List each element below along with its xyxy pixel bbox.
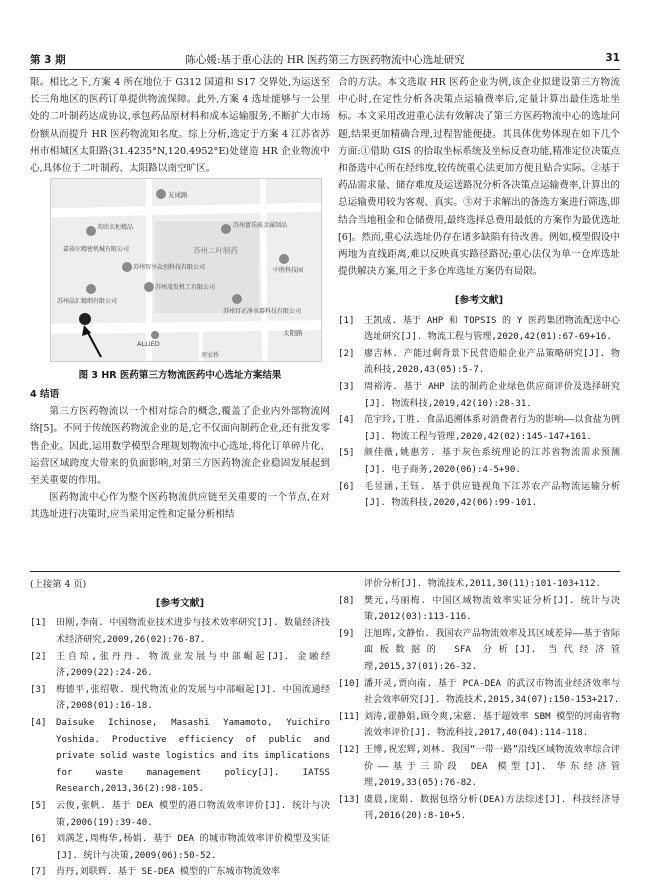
reference-number: [3] (30, 684, 47, 695)
map-label: 苏州晶汇精细有限公司 (57, 298, 118, 305)
left-column-bottom (30, 386, 330, 524)
reference-entry (338, 626, 620, 676)
reference-list (338, 593, 620, 825)
reference-entry (338, 412, 620, 445)
reference-number: [1] (30, 618, 47, 629)
poi-marker (232, 294, 242, 304)
reference-text: 颜佳薇,姚惠芳. 基于灰色系统理论的江苏省物流需求预测[J]. 电子商务,2020(06):4-5+90. (364, 448, 620, 475)
reference-number: [2] (338, 348, 355, 359)
reference-entry (30, 798, 330, 831)
continued-note: (上接第 4 页) (30, 579, 87, 590)
reference-number: [3] (338, 382, 355, 393)
left-column-top (30, 74, 330, 177)
reference-entry (338, 379, 620, 412)
reference-entry (30, 615, 330, 648)
poi-marker (279, 254, 289, 264)
reference-number: [5] (30, 800, 47, 811)
map-label: 苏州智享众创科技有限公司 (133, 264, 206, 271)
reference-number: [13] (338, 794, 360, 805)
poi-marker (151, 331, 159, 339)
map-label: 太阳路 (283, 329, 303, 337)
map-label: 英欣衣柜精品 (97, 224, 134, 231)
reference-text: 樊元,马丽梅. 中国区域物流效率实证分析[J]. 统计与决策,2012(03):113-116. (364, 595, 620, 623)
paragraph: 合的方法。本文选取 HR 医药企业为例,该企业拟建设第三方物流中心时,在定性分析各决策点运输费率后,定量计算出最佳选址坐标。本文采用改进重心法有效解决了第三方医药物流中心的选址问题,结果更加精确合理,过程智能便捷。其具体优势体现在如下几个方面:①借助 GIS 的拾取坐标系统及坐标反查功能,精准定位决策点和备选中心所在经纬度,较传统重心法更加方便且贴合实际。②基于药品需求量、储存难度及运送路况分析各决策点运输费率,计算出的总运输费用较为客观、真实。③对于求解出的备选方案进行筛选,即结合当地租金和仓储费用,最终选择总费用最低的方案作为最优选址[6]。然而,重心法选址仍存在诸多缺陷有待改善。例如,模型假设中两地为直线距离,难以反映真实路径路况;重心法仅为单一仓库选址提供解决方案,用之于多仓库选址方案仍有局限。 (338, 77, 620, 278)
reference-number: [11] (338, 711, 360, 722)
page-divider (30, 571, 620, 572)
reference-entry (338, 742, 620, 792)
selected-site-pin (79, 313, 91, 325)
reference-entry (338, 676, 620, 709)
issue-number: 第 3 期 (30, 54, 66, 66)
map-graphic (51, 179, 321, 361)
reference-number: [6] (30, 834, 47, 845)
reference-entry (338, 313, 620, 346)
map-label: 友成路 (168, 191, 188, 199)
reference-list (30, 615, 330, 881)
poi-marker (144, 282, 154, 292)
map-label: 中胜科技园 (273, 267, 304, 274)
bottom-left-column (30, 576, 330, 881)
figure-caption: 图 3 HR 医药第三方物流医药中心选址方案结果 (78, 370, 282, 381)
reference-number: [4] (30, 717, 47, 728)
reference-number: [10] (338, 678, 360, 689)
reference-number: [5] (338, 448, 355, 459)
reference-text: 刘涛,霍静娟,顾令爽,宋慈. 基于超效率 SBM 模型的河南省物流效率评价[J]. 物流科技,2017,40(04):114-118. (364, 711, 620, 739)
reference-number: [12] (338, 744, 360, 755)
reference-text: 汪旭晖,文静怡. 我国农产品物流效率及其区域差异——基于省际面板数据的 SFA 分析[J]. 当代经济管理,2015,37(01):26-32. (364, 628, 620, 672)
map-label: 嘉裕尔精密机械有限公司 (63, 246, 130, 253)
reference-entry (338, 593, 620, 626)
header-rule (30, 69, 620, 70)
reference-number: [1] (338, 315, 355, 326)
reference-number: [2] (30, 651, 47, 662)
bottom-right-column (338, 576, 620, 825)
references-heading: [参考文献] (454, 295, 504, 307)
reference-entry (30, 864, 330, 881)
reference-text: 刘满芝,周梅华,杨娟. 基于 DEA 的城市物流效率评价模型及实证[J]. 统计与决策,2009(06):50-52. (56, 834, 330, 861)
reference-number: [4] (338, 415, 355, 426)
reference-entry (338, 709, 620, 742)
reference-text: Daisuke Ichinose, Masashi Yamamoto, Yuichiro Yoshida. Productive efficiency of public and private solid waste logistics and its implications for waste management policy[J]. IATSS Research,2013,36(2):98-105. (56, 717, 330, 795)
reference-entry (338, 479, 620, 512)
reference-number: [9] (338, 628, 355, 639)
paragraph: 医药物流中心作为整个医药物流供应链至关重要的一个节点,在对其选址进行决策时,应当采用定性和定量分析相结 (30, 492, 330, 521)
reference-entry (30, 715, 330, 798)
running-header (30, 52, 620, 68)
section-heading: 4 结语 (30, 389, 60, 400)
reference-text: 云俊,张帆. 基于 DEA 模型的港口物流效率评价[J]. 统计与决策,2006(19):39-40. (56, 800, 330, 828)
reference-number: [6] (338, 481, 355, 492)
road (51, 325, 321, 329)
running-title: 陈心媛:基于重心法的 HR 医药第三方医药物流中心选址研究 (185, 54, 465, 66)
poi-marker (221, 224, 231, 234)
reference-text: 评价分析[J]. 物流技术,2011,30(11):101-103+112. (364, 579, 601, 589)
paragraph: 限。相比之下,方案 4 所在地位于 G312 国道和 S17 交界处,为运送至长三角地区的医药订单提供物流保障。此外,方案 4 选址能够与一公里处的二叶制药达成协议,承包药品原材料和成本运输服务,不断扩大市场份额从而提升 HR 医药物流知名度。综上分析,选定于方案 4 江苏省苏州市相城区太阳路(31.4235°N,120.4952°E)处建造 HR 企业物流中心,具体位于二叶制药、太阳路以南空旷区。 (30, 77, 330, 175)
reference-entry (338, 346, 620, 379)
reference-text: 田刚,李南. 中国物流业技术进步与技术效率研究[J]. 数量经济技术经济研究,2009,26(02):76-87. (56, 618, 330, 645)
page-number: 31 (605, 52, 620, 64)
reference-number: [7] (30, 867, 47, 878)
map-label: 苏州富乐威金属制品 (233, 222, 288, 229)
reference-text: 王凯成. 基于 AHP 和 TOPSIS 的 Y 医药集团物流配送中心选址研究[J]. 物流工程与管理,2020,42(01):67-69+16. (364, 315, 620, 343)
road (263, 179, 265, 361)
reference-entry (30, 831, 330, 864)
poi-marker (86, 226, 96, 236)
map-label: 苏州茂发机工有限公司 (155, 284, 216, 291)
reference-entry (338, 792, 620, 825)
reference-text: 周裕涛. 基于 AHP 法的制药企业绿色供应商评价及选择研究[J]. 物流科技,2019,42(10):28-31. (364, 382, 620, 409)
reference-number: [8] (338, 595, 355, 606)
references-heading: [参考文献] (155, 598, 205, 610)
reference-entry (338, 445, 620, 478)
map-label: 苏州百正净水器科技有限公司 (223, 308, 302, 315)
reference-text: 廖吉林. 产能过剩背景下民营造船企业产品策略研究[J]. 物流科技,2020,43(05):5-7. (364, 348, 620, 376)
reference-text: 潘开灵,贾向南. 基于 PCA-DEA 的武汉市物流业经济效率与社会效率研究[J]. 物流技术,2015,34(07):150-153+217. (364, 678, 620, 706)
reference-text: 梅德平,张绍敬. 现代物流业的发展与中部崛起[J]. 中国流通经济,2008(01):16-18. (56, 684, 330, 712)
poi-marker (156, 189, 166, 199)
reference-list (338, 313, 620, 512)
map-label: ALLIED (137, 340, 160, 348)
reference-continuation (338, 576, 620, 593)
poi-marker (122, 262, 132, 272)
road (51, 207, 321, 213)
reference-entry (30, 682, 330, 715)
reference-text: 王博,祝宏辉,刘林. 我国“一带一路”沿线区域物流效率综合评价——基于三阶段 DEA 模型[J]. 华东经济管理,2019,33(05):76-82. (364, 744, 620, 789)
reference-text: 范宇玲,丁胜. 食品追溯体系对消费者行为的影响——以食盐为例[J]. 物流工程与管理,2020,42(02):145-147+161. (364, 415, 620, 442)
reference-text: 王自琼,张丹丹. 物流业发展与中部崛起[J]. 金融经济,2009(22):24-26. (56, 651, 330, 679)
reference-text: 毛昱涵,王钰. 基于供应链视角下江苏农产品物流运输分析[J]. 物流科技,2020,42(06):99-101. (364, 481, 620, 509)
reference-text: 虞晨,庞娟. 数据包络分析(DEA)方法综述[J]. 科技经济导刊,2016(20):8-10+5. (364, 794, 620, 822)
paragraph: 第三方医药物流以一个相对综合的概念,覆盖了企业内外部物流网络[5]。不同于传统医药物流企业的是,它不仅面向制药企业,还有批发零售企业。因此,运用数学模型合理规划物流中心选址,将化订单碎片化、运营区域跨度大带来的负面影响,对第三方医药物流企业稳固发展起到至关重要的作用。 (30, 406, 330, 487)
right-column (338, 74, 620, 512)
reference-entry (30, 649, 330, 682)
map-label: 周家桥 (201, 352, 220, 359)
map-label: 苏州二叶制药 (193, 246, 238, 255)
location-map (50, 178, 322, 362)
reference-text: 肖丹,刘联辉. 基于 SE-DEA 模型的广东城市物流效率 (56, 867, 280, 878)
poi-marker (86, 284, 96, 294)
